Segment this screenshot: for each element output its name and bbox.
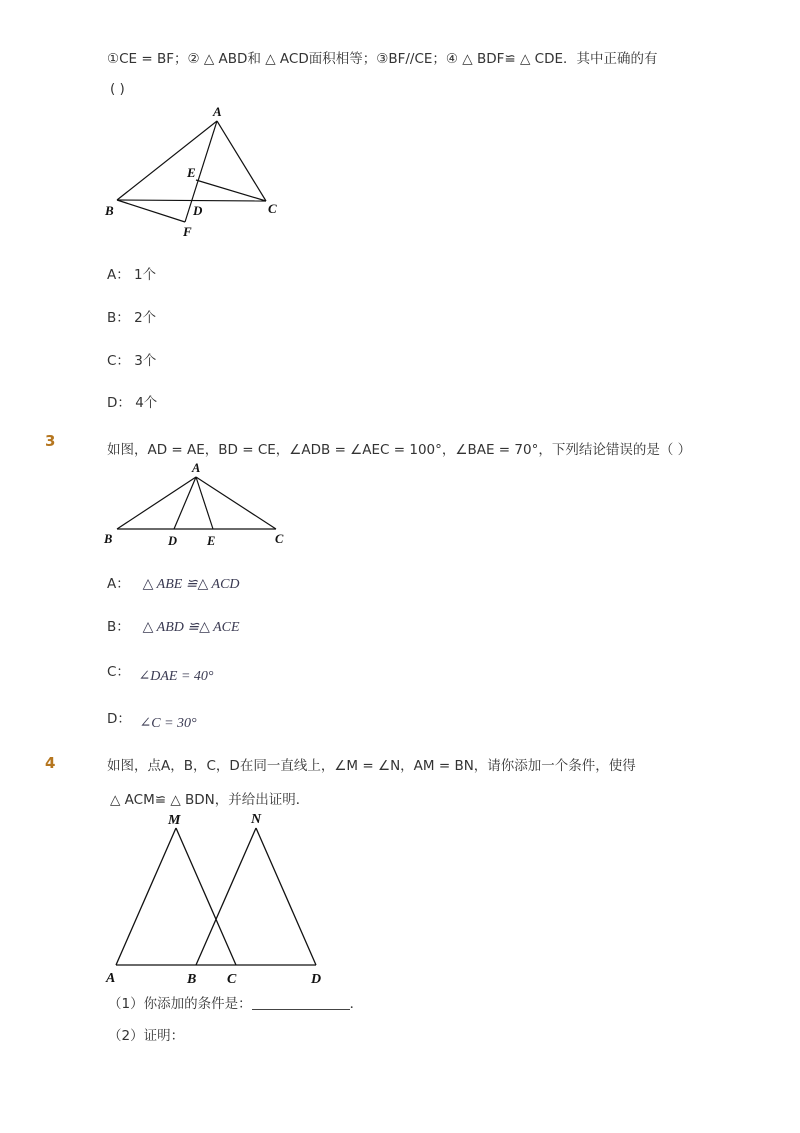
q3-label-D: D: [168, 534, 178, 548]
q2-label-A: A: [213, 104, 222, 119]
q4-label-A: A: [106, 971, 116, 986]
q2-option-b[interactable]: B： 2个: [107, 310, 157, 326]
q4-seg-MC: [176, 828, 236, 965]
q2-label-B: B: [105, 203, 114, 218]
q4-part1-answer-blank[interactable]: [252, 996, 350, 1010]
q2-label-C: C: [268, 201, 277, 216]
q4-label-N: N: [251, 812, 262, 827]
q2-answer-paren: ( ): [110, 81, 125, 97]
q4-seg-AM: [116, 828, 176, 965]
q2-option-c[interactable]: C： 3个: [107, 353, 157, 369]
q4-label-M: M: [168, 813, 181, 828]
q4-figure: [100, 805, 335, 990]
q4-part2: （2）证明：: [108, 1028, 185, 1044]
q3-seg-AB: [117, 477, 196, 529]
q2-label-F: F: [183, 224, 192, 239]
q3-label-C: C: [275, 532, 284, 546]
q3-number: 3: [45, 432, 56, 450]
q4-number: 4: [45, 754, 56, 772]
q2-option-a[interactable]: A： 1个: [107, 267, 157, 283]
q4-label-D: D: [311, 972, 322, 987]
q4-part1: （1）你添加的条件是： ．: [108, 996, 364, 1012]
q2-label-E: E: [187, 165, 196, 180]
q4-label-B: B: [187, 972, 197, 987]
q4-label-C: C: [227, 972, 237, 987]
q3-label-A: A: [192, 461, 201, 475]
q4-seg-ND: [256, 828, 316, 965]
q3-label-B: B: [104, 532, 113, 546]
q3-seg-AC: [196, 477, 276, 529]
q2-option-d[interactable]: D： 4个: [107, 395, 158, 411]
q3-figure: [100, 458, 295, 550]
q3-option-a[interactable]: A： △ ABE ≌△ ACD: [107, 576, 240, 592]
q3-seg-AE: [196, 477, 213, 529]
q3-option-b[interactable]: B： △ ABD ≌△ ACE: [107, 619, 240, 635]
q3-statement: 如图，AD = AE，BD = CE，∠ADB = ∠AEC = 100°，∠BAE = 70°，下列结论错误的是（ ）: [107, 442, 692, 458]
q2-figure: [100, 100, 290, 245]
q2-statement: ①CE = BF；② △ ABD和 △ ACD面积相等；③BF//CE；④ △ BDF≌ △ CDE．其中正确的有: [107, 51, 658, 67]
q4-statement-line2: △ ACM≌ △ BDN，并给出证明．: [110, 792, 310, 808]
q4-statement-line1: 如图，点A，B，C，D在同一直线上，∠M = ∠N，AM = BN，请你添加一个条件，使得: [107, 758, 636, 774]
q3-label-E: E: [207, 534, 216, 548]
q4-seg-BN: [196, 828, 256, 965]
q2-seg-BF: [117, 200, 185, 222]
q3-option-c[interactable]: C： ∠DAE = 40°: [107, 664, 214, 684]
q3-option-d[interactable]: D： ∠C = 30°: [107, 711, 197, 731]
q2-label-D: D: [193, 203, 203, 218]
q2-seg-AB: [117, 121, 217, 200]
